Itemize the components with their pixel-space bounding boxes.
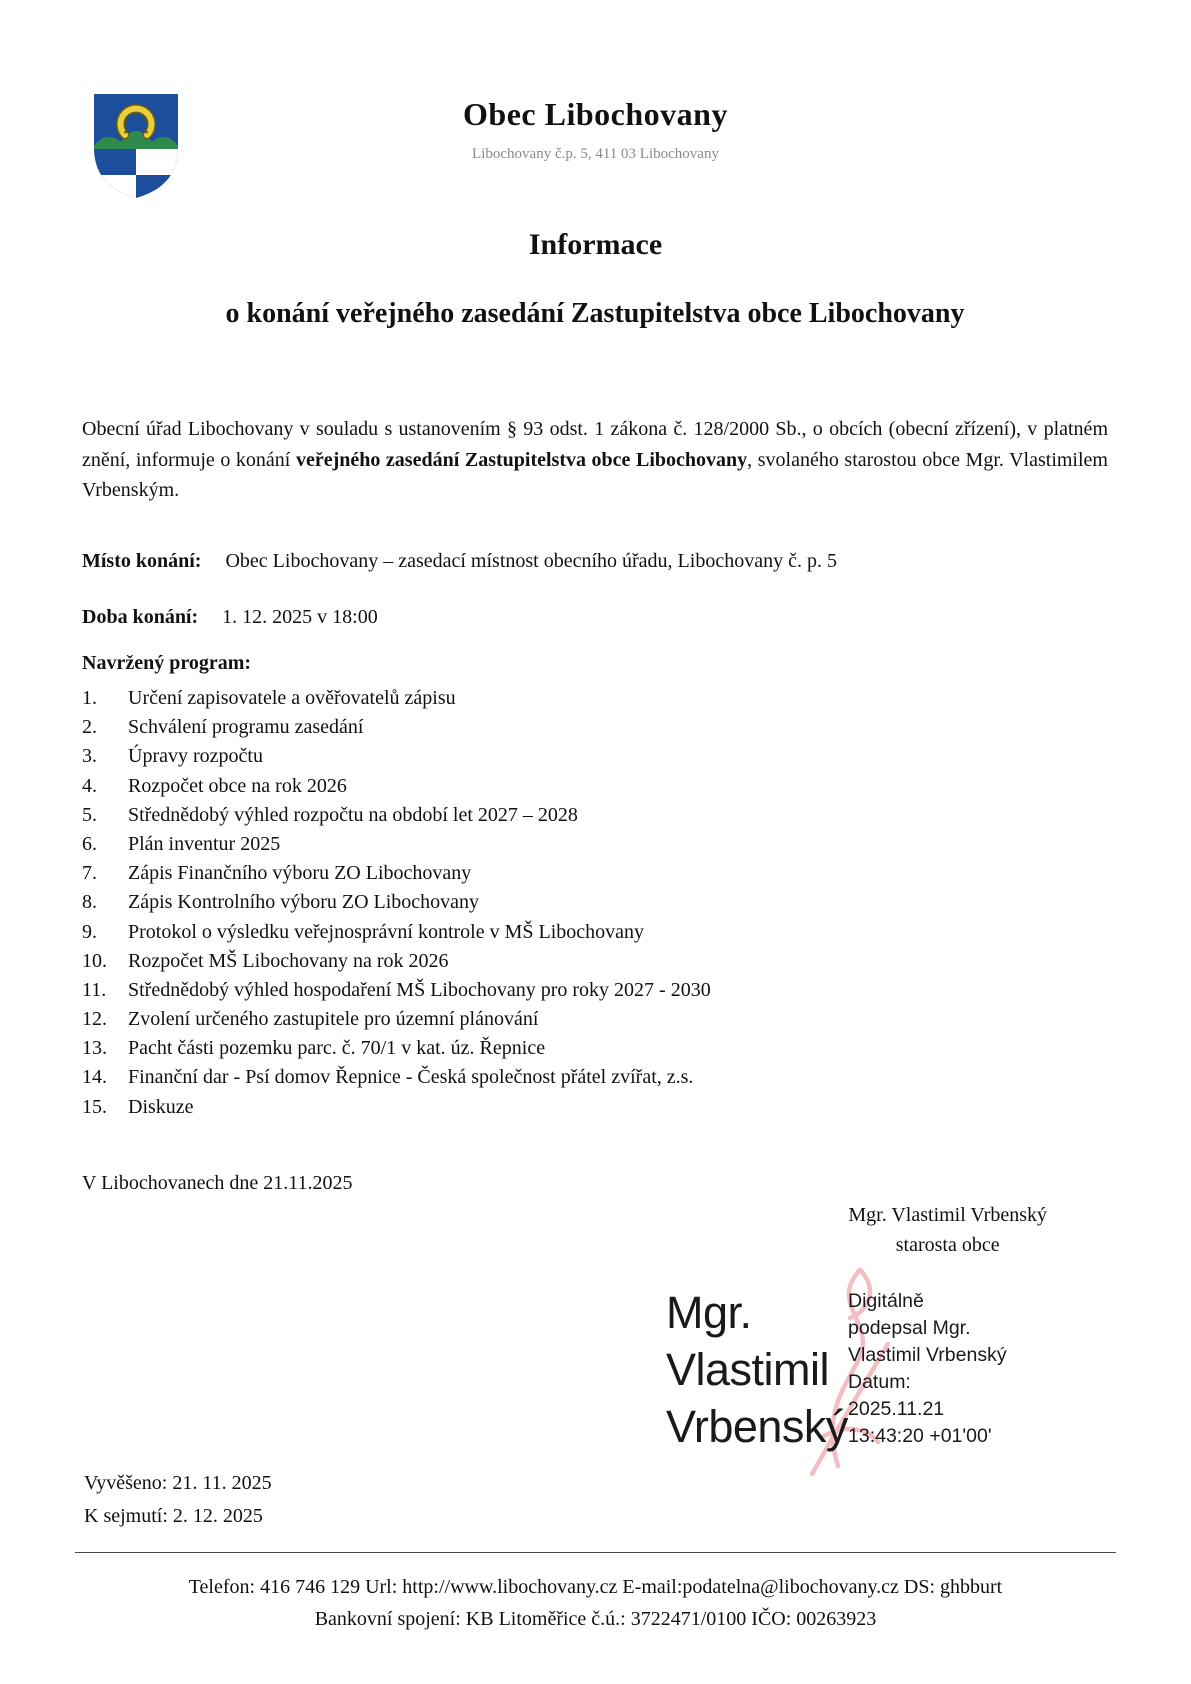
program-item [82, 859, 1108, 888]
meeting-time-line [82, 606, 378, 629]
program-item-number: 5. [82, 803, 97, 826]
signer-role: starosta obce [895, 1234, 1000, 1256]
place-and-date: V Libochovanech dne 21.11.2025 [82, 1172, 353, 1194]
intro-text-after: , svolaného starostou obce Mgr. Vlastimilem Vrbenským. [82, 448, 1108, 501]
posted-date-line: Vyvěšeno: 21. 11. 2025 [84, 1472, 272, 1494]
program-item-text: Rozpočet MŠ Libochovany na rok 2026 [128, 949, 449, 972]
program-item-number: 4. [82, 774, 97, 797]
program-item-text: Plán inventur 2025 [128, 832, 281, 855]
signer-block [848, 1200, 1047, 1260]
program-item [82, 888, 1108, 917]
program-item [82, 947, 1108, 976]
meeting-place-value: Obec Libochovany – zasedací místnost obecního úřadu, Libochovany č. p. 5 [225, 550, 837, 572]
program-item [82, 772, 1108, 801]
program-item [82, 976, 1108, 1005]
program-item-text: Úpravy rozpočtu [128, 745, 263, 768]
program-item [82, 713, 1108, 742]
program-item-text: Rozpočet obce na rok 2026 [128, 774, 347, 797]
program-item-text: Určení zapisovatele a ověřovatelů zápisu [128, 687, 456, 709]
org-name: Obec Libochovany [463, 96, 728, 132]
program-item [82, 1034, 1108, 1063]
footer-divider [75, 1552, 1116, 1553]
program-item-number: 2. [82, 716, 97, 739]
program-item-text: Zápis Kontrolního výboru ZO Libochovany [128, 891, 480, 914]
meeting-place-line [82, 550, 837, 573]
program-item-text: Pacht části pozemku parc. č. 70/1 v kat. úz. Řepnice [128, 1037, 546, 1060]
program-item [82, 742, 1108, 771]
footer-bank-line: Bankovní spojení: KB Litoměřice č.ú.: 3722471/0100 IČO: 00263923 [314, 1608, 877, 1630]
meeting-time-label: Doba konání: [82, 606, 199, 628]
program-item [82, 918, 1108, 947]
signer-name: Mgr. Vlastimil Vrbenský [848, 1204, 1047, 1226]
digital-signature-name-line: Vrbenský [666, 1401, 848, 1452]
program-item-number: 10. [82, 949, 107, 972]
program-item-number: 11. [82, 978, 107, 1001]
program-list [82, 684, 1108, 1122]
program-item-number: 1. [82, 687, 97, 709]
program-item-number: 15. [82, 1095, 107, 1118]
intro-text-bold: veřejného zasedání Zastupitelstva obce Libochovany [295, 448, 748, 471]
digital-signature-name-line: Mgr. [666, 1287, 752, 1338]
digital-signature-stamp [662, 1278, 1112, 1483]
org-address: Libochovany č.p. 5, 411 03 Libochovany [472, 146, 719, 162]
program-item-number: 14. [82, 1066, 107, 1089]
program-item-number: 6. [82, 832, 97, 855]
program-item-text: Zvolení určeného zastupitele pro územní plánování [128, 1008, 539, 1031]
program-item [82, 684, 1108, 713]
program-item-text: Střednědobý výhled rozpočtu na období let 2027 – 2028 [128, 803, 578, 826]
intro-paragraph [82, 414, 1108, 506]
program-item-number: 9. [82, 920, 97, 943]
digital-signature-name [666, 1284, 848, 1455]
program-item-text: Schválení programu zasedání [128, 716, 364, 739]
document-subtitle: o konání veřejného zasedání Zastupitelstva obce Libochovany [225, 298, 965, 329]
program-item-text: Střednědobý výhled hospodaření MŠ Libochovany pro roky 2027 - 2030 [128, 978, 711, 1001]
document-title: Informace [528, 228, 663, 261]
program-item [82, 801, 1108, 830]
meeting-time-value: 1. 12. 2025 v 18:00 [222, 606, 378, 628]
digital-signature-details: Digitálně podepsal Mgr. Vlastimil Vrbenský Datum: 2025.11.21 13:43:20 +01'00' [848, 1290, 1007, 1447]
program-item-text: Finanční dar - Psí domov Řepnice - Česká společnost přátel zvířat, z.s. [128, 1066, 694, 1089]
program-item [82, 1093, 1108, 1122]
program-item-text: Diskuze [128, 1095, 194, 1118]
program-item [82, 1063, 1108, 1092]
program-item-number: 8. [82, 891, 97, 914]
program-item-number: 13. [82, 1037, 107, 1060]
program-heading: Navržený program: [82, 652, 252, 674]
program-item-text: Protokol o výsledku veřejnosprávní kontrole v MŠ Libochovany [128, 920, 645, 943]
program-item-number: 3. [82, 745, 97, 768]
program-item-number: 12. [82, 1008, 107, 1031]
intro-text-before: Obecní úřad Libochovany v souladu s ustanovením § 93 odst. 1 zákona č. 128/2000 Sb., o obcích (obecní zřízení), v platném znění, informuje o konání [82, 418, 1108, 471]
meeting-place-label: Místo konání: [82, 550, 202, 572]
program-item-text: Zápis Finančního výboru ZO Libochovany [128, 862, 472, 885]
program-item-number: 7. [82, 862, 97, 885]
removal-date-line: K sejmutí: 2. 12. 2025 [84, 1505, 263, 1527]
program-item [82, 1005, 1108, 1034]
digital-signature-name-line: Vlastimil [666, 1344, 830, 1395]
footer-contact-line: Telefon: 416 746 129 Url: http://www.libochovany.cz E-mail:podatelna@libochovany.cz DS: ghbburt [188, 1576, 1003, 1598]
program-item [82, 830, 1108, 859]
